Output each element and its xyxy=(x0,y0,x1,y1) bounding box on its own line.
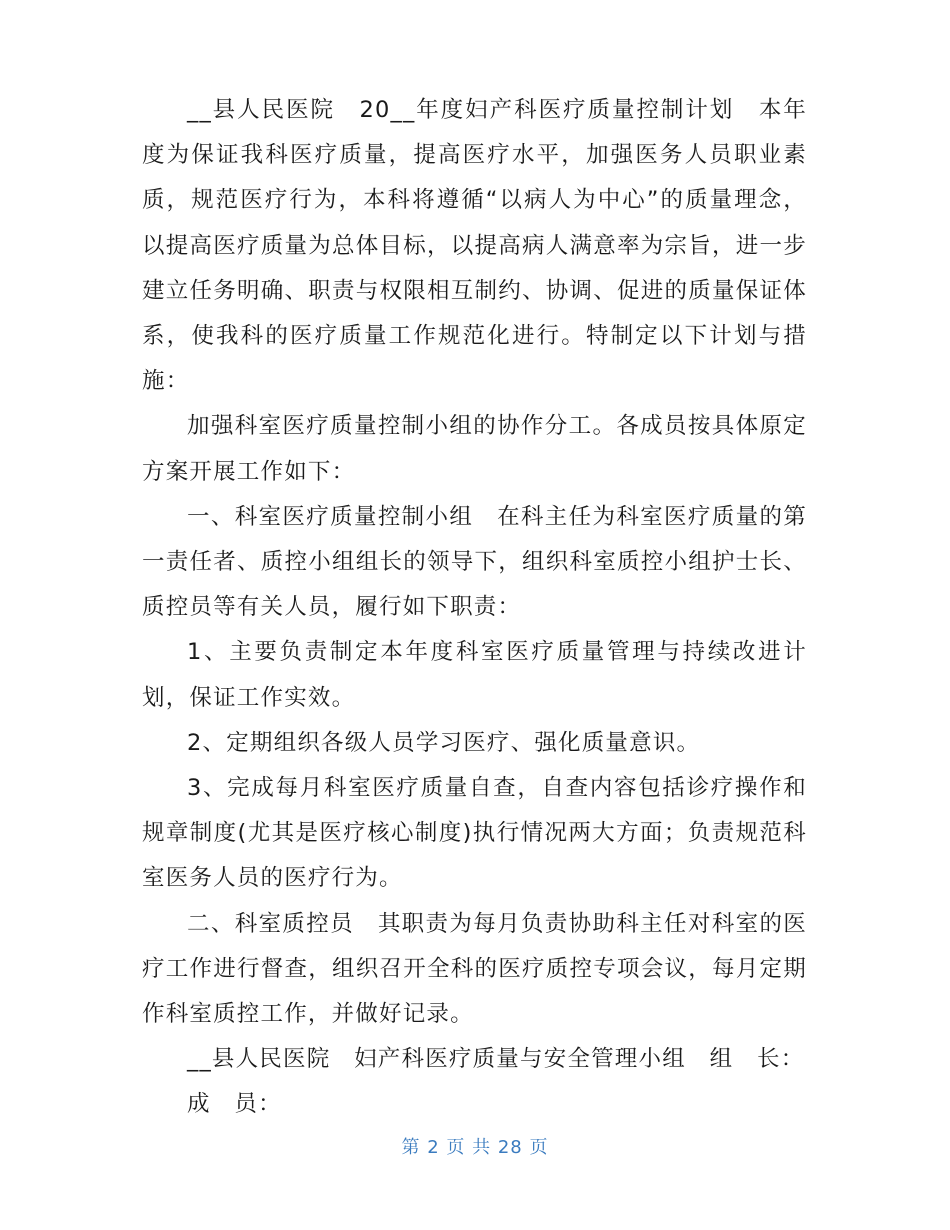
paragraph-item-2: 2、定期组织各级人员学习医疗、强化质量意识。 xyxy=(187,729,701,756)
paragraph-division: 加强科室医疗质量控制小组的协作分工。各成员按具体原定方案开展工作如下： xyxy=(142,413,807,485)
paragraph-item-3: 3、完成每月科室医疗质量自查，自查内容包括诊疗操作和规章制度(尤其是医疗核心制度)执行情况两大方面；负责规范科室医务人员的医疗行为。 xyxy=(142,775,807,892)
paragraph-members: 成 员： xyxy=(187,1091,282,1118)
paragraph-item-1: 1、主要负责制定本年度科室医疗质量管理与持续改进计划，保证工作实效。 xyxy=(142,639,807,711)
paragraph-group-leader: __县人民医院 妇产科医疗质量与安全管理小组 组 长： xyxy=(187,1046,805,1073)
page-number: 第 2 页 共 28 页 xyxy=(401,1137,549,1158)
paragraph-section-two: 二、科室质控员 其职责为每月负责协助科主任对科室的医疗工作进行督查，组织召开全科的医疗质控专项会议，每月定期作科室质控工作，并做好记录。 xyxy=(142,910,807,1028)
document-body xyxy=(142,88,807,1128)
paragraph-section-one: 一、科室医疗质量控制小组 在科主任为科室医疗质量的第一责任者、质控小组组长的领导下，组织科室质控小组护士长、质控员等有关人员，履行如下职责： xyxy=(142,503,807,621)
paragraph-intro: __县人民医院 20__年度妇产科医疗质量控制计划 本年度为保证我科医疗质量，提高医疗水平，加强医务人员职业素质，规范医疗行为，本科将遵循“以病人为中心”的质量理念，以提高医疗质量为总体目标，以提高病人满意率为宗旨，进一步建立任务明确、职责与权限相互制约、协调、促进的质量保证体系，使我科的医疗质量工作规范化进行。特制定以下计划与措施： xyxy=(142,97,807,395)
